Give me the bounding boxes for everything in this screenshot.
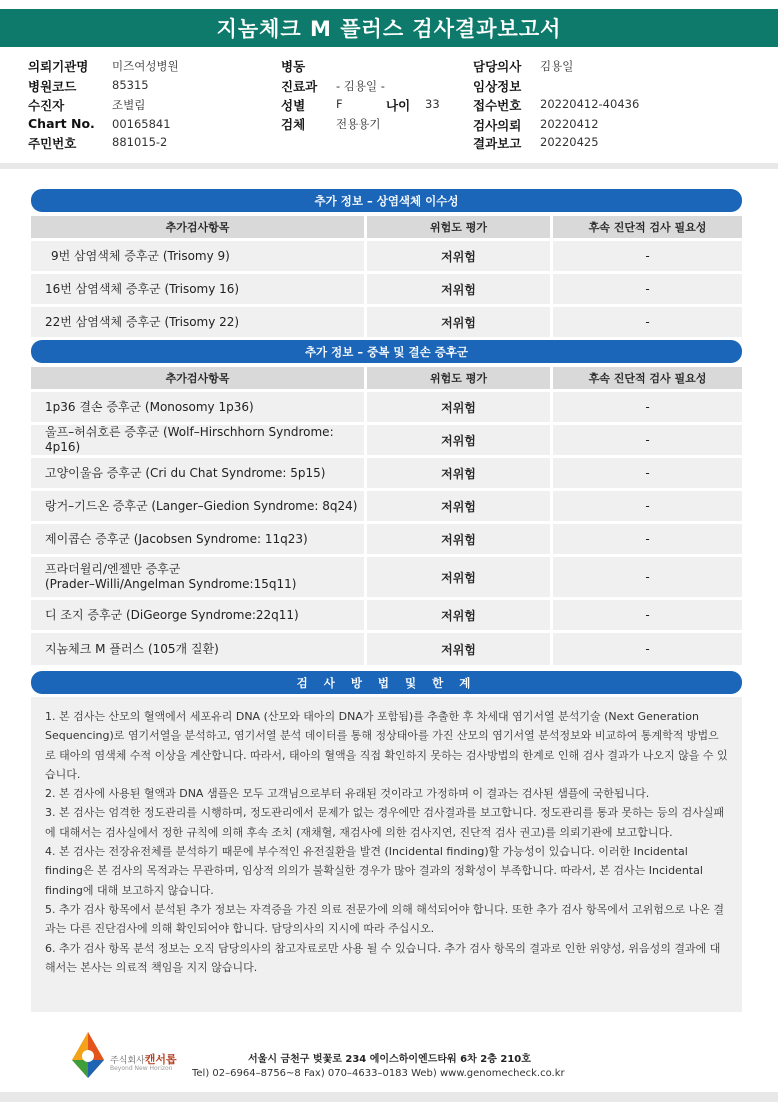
rrn-label: 주민번호 <box>28 136 77 151</box>
column-header-followup: 후속 진단적 검사 필요성 <box>553 367 742 389</box>
column-header-item: 추가검사항목 <box>31 216 364 238</box>
row-risk: 저위험 <box>367 524 550 554</box>
report-title: 지놈체크 M 플러스 검사결과보고서 <box>0 9 778 47</box>
chart-no-value: 00165841 <box>112 117 171 131</box>
examinee-label: 수진자 <box>28 98 65 113</box>
institution-value: 미즈여성병원 <box>112 59 179 73</box>
hospital-code-label: 병원코드 <box>28 79 77 94</box>
column-header-followup: 후속 진단적 검사 필요성 <box>553 216 742 238</box>
row-item: 디 조지 증후군 (DiGeorge Syndrome:22q11) <box>31 600 364 630</box>
rrn-value: 881015-2 <box>112 135 168 149</box>
row-followup: - <box>553 241 742 271</box>
report-date-value: 20220425 <box>540 135 599 149</box>
request-date-value: 20220412 <box>540 117 599 131</box>
row-followup: - <box>553 458 742 488</box>
row-risk: 저위험 <box>367 633 550 665</box>
table-row <box>31 425 742 455</box>
company-name-text: 캔서롭 <box>144 1053 177 1066</box>
row-risk: 저위험 <box>367 557 550 597</box>
company-contact: Tel) 02–6964–8756~8 Fax) 070–4633–0183 Web) www.genomecheck.co.kr <box>192 1068 565 1079</box>
doctor-value: 김용일 <box>540 59 574 73</box>
row-followup: - <box>553 557 742 597</box>
section2-title: 추가 정보 – 중복 및 결손 증후군 <box>31 340 742 363</box>
clinical-info-label: 임상정보 <box>473 79 522 94</box>
row-risk: 저위험 <box>367 241 550 271</box>
receipt-no-value: 20220412-40436 <box>540 97 640 111</box>
gender-label: 성별 <box>281 98 306 113</box>
row-item: 울프–허쉬호른 증후군 (Wolf–Hirschhorn Syndrome: 4p16) <box>31 425 364 455</box>
section1-title: 추가 정보 – 상염색체 이수성 <box>31 189 742 212</box>
company-tagline: Beyond New Horizon <box>110 1065 173 1072</box>
specimen-value: 전용용기 <box>336 117 381 131</box>
table-row <box>31 307 742 337</box>
table-row <box>31 557 742 597</box>
row-risk: 저위험 <box>367 600 550 630</box>
row-risk: 저위험 <box>367 491 550 521</box>
methods-text-box <box>31 697 742 1012</box>
methods-item: 6. 추가 검사 항목 분석 정보는 오직 담당의사의 참고자료로만 사용 될 수 있습니다. 추가 검사 항목의 결과로 인한 위양성, 위음성의 결과에 대해서는 본사는 의료적 책임을 지지 않습니다. <box>45 941 721 974</box>
table-row <box>31 274 742 304</box>
report-date-label: 결과보고 <box>473 136 522 151</box>
row-followup: - <box>553 392 742 422</box>
institution-label: 의뢰기관명 <box>28 59 89 74</box>
bottom-band <box>0 1092 778 1102</box>
patient-info-block <box>0 52 778 156</box>
row-followup: - <box>553 600 742 630</box>
column-header-risk: 위험도 평가 <box>367 367 550 389</box>
column-header-risk: 위험도 평가 <box>367 216 550 238</box>
methods-item: 5. 추가 검사 항목에서 분석된 추가 정보는 자격증을 가진 의료 전문가에 의해 해석되어야 합니다. 또한 추가 검사 항목에서 고위험으로 나온 결과는 다른 진단검사에 의해 확인되어야 합니다. 담당의사의 지시에 따라 주십시오. <box>45 902 724 936</box>
row-item-text: 9번 삼염색체 증후군 (Trisomy 9) <box>51 248 230 263</box>
row-item: 지놈체크 M 플러스 (105개 질환) <box>31 633 364 665</box>
table-row <box>31 392 742 422</box>
hospital-code-value: 85315 <box>112 78 149 92</box>
methods-item: 2. 본 검사에 사용된 혈액과 DNA 샘플은 모두 고객님으로부터 유래된 것이라고 가정하며 이 결과는 검사된 샘플에 국한됩니다. <box>45 787 650 801</box>
gender-value: F <box>336 97 343 111</box>
table-row <box>31 600 742 630</box>
methods-item: 3. 본 검사는 엄격한 정도관리를 시행하며, 정도관리에서 문제가 없는 경우에만 검사결과를 보고합니다. 정도관리를 통과 못하는 등의 검사실패에 대해서는 검사실에서 정한 규칙에 의해 후속 조치 (재채혈, 재검사에 의한 검사지연, 진단적 검사 권고)를 의뢰기관에 보고합니다. <box>45 806 725 839</box>
row-risk: 저위험 <box>367 274 550 304</box>
footer <box>0 1030 778 1090</box>
table-row <box>31 491 742 521</box>
age-value: 33 <box>425 97 440 111</box>
column-header-item: 추가검사항목 <box>31 367 364 389</box>
doctor-label: 담당의사 <box>473 59 522 74</box>
methods-item: 4. 본 검사는 전장유전체를 분석하기 때문에 부수적인 유전질환을 발견 (Incidental finding)할 가능성이 있습니다. 이러한 Incidental finding은 본 검사의 목적과는 무관하며, 임상적 의의가 불확실한 경우가 많아 결과의 정확성이 부족합니다. 따라서, 본 검사는 Incidental finding에 대해 보고하지 않습니다. <box>45 845 703 897</box>
chart-no-label: Chart No. <box>28 116 95 131</box>
row-item <box>31 241 364 271</box>
specimen-label: 검체 <box>281 117 306 132</box>
company-prefix: 주식회사 <box>110 1056 145 1066</box>
row-item: 16번 삼염색체 증후군 (Trisomy 16) <box>31 274 364 304</box>
header-divider <box>0 163 778 169</box>
row-followup: - <box>553 524 742 554</box>
table-row <box>31 458 742 488</box>
section2-table-header <box>31 367 742 389</box>
request-date-label: 검사의뢰 <box>473 118 522 133</box>
row-item-line1: 프라더윌리/엔젤만 증후군 <box>45 562 181 576</box>
examinee-value: 조별림 <box>112 98 146 112</box>
table-row <box>31 633 742 665</box>
department-label: 진료과 <box>281 79 318 94</box>
row-risk: 저위험 <box>367 307 550 337</box>
row-item: 고양이울음 증후군 (Cri du Chat Syndrome: 5p15) <box>31 458 364 488</box>
company-logo-icon <box>68 1030 108 1080</box>
table-row <box>31 524 742 554</box>
row-followup: - <box>553 491 742 521</box>
ward-label: 병동 <box>281 59 306 74</box>
row-followup: - <box>553 425 742 455</box>
section1-table-header <box>31 216 742 238</box>
department-value: - 김용일 - <box>336 79 385 93</box>
row-item: 랑거–기드온 증후군 (Langer–Giedion Syndrome: 8q24) <box>31 491 364 521</box>
row-followup: - <box>553 274 742 304</box>
row-item: 22번 삼염색체 증후군 (Trisomy 22) <box>31 307 364 337</box>
receipt-no-label: 접수번호 <box>473 98 522 113</box>
row-followup: - <box>553 633 742 665</box>
methods-title: 검 사 방 법 및 한 계 <box>31 671 742 694</box>
row-item: 1p36 결손 증후군 (Monosomy 1p36) <box>31 392 364 422</box>
table-row <box>31 241 742 271</box>
row-followup: - <box>553 307 742 337</box>
row-risk: 저위험 <box>367 425 550 455</box>
row-item: 제이콥슨 증후군 (Jacobsen Syndrome: 11q23) <box>31 524 364 554</box>
row-risk: 저위험 <box>367 392 550 422</box>
row-risk: 저위험 <box>367 458 550 488</box>
company-address: 서울시 금천구 벚꽃로 234 에이스하이엔드타워 6차 2층 210호 <box>248 1054 531 1065</box>
row-item-line2: (Prader–Willi/Angelman Syndrome:15q11) <box>45 577 297 591</box>
methods-item: 1. 본 검사는 산모의 혈액에서 세포유리 DNA (산모와 태아의 DNA가 포함됨)를 추출한 후 차세대 염기서열 분석기술 (Next Generation Sequencing)로 염기서열을 분석하고, 염기서열 분석 데이터를 통해 정상태아를 가진 산모의 염기서열 분석정보와 비교하여 통계학적 방법으로 태아의 염색체 수적 이상을 계산합니다. 따라서, 태아의 혈액을 직접 확인하지 못하는 검사방법의 한계로 인해 검사 결과가 나오지 않을 수 있습니다. <box>45 710 728 781</box>
row-item <box>31 557 364 597</box>
age-label: 나이 <box>386 98 411 113</box>
